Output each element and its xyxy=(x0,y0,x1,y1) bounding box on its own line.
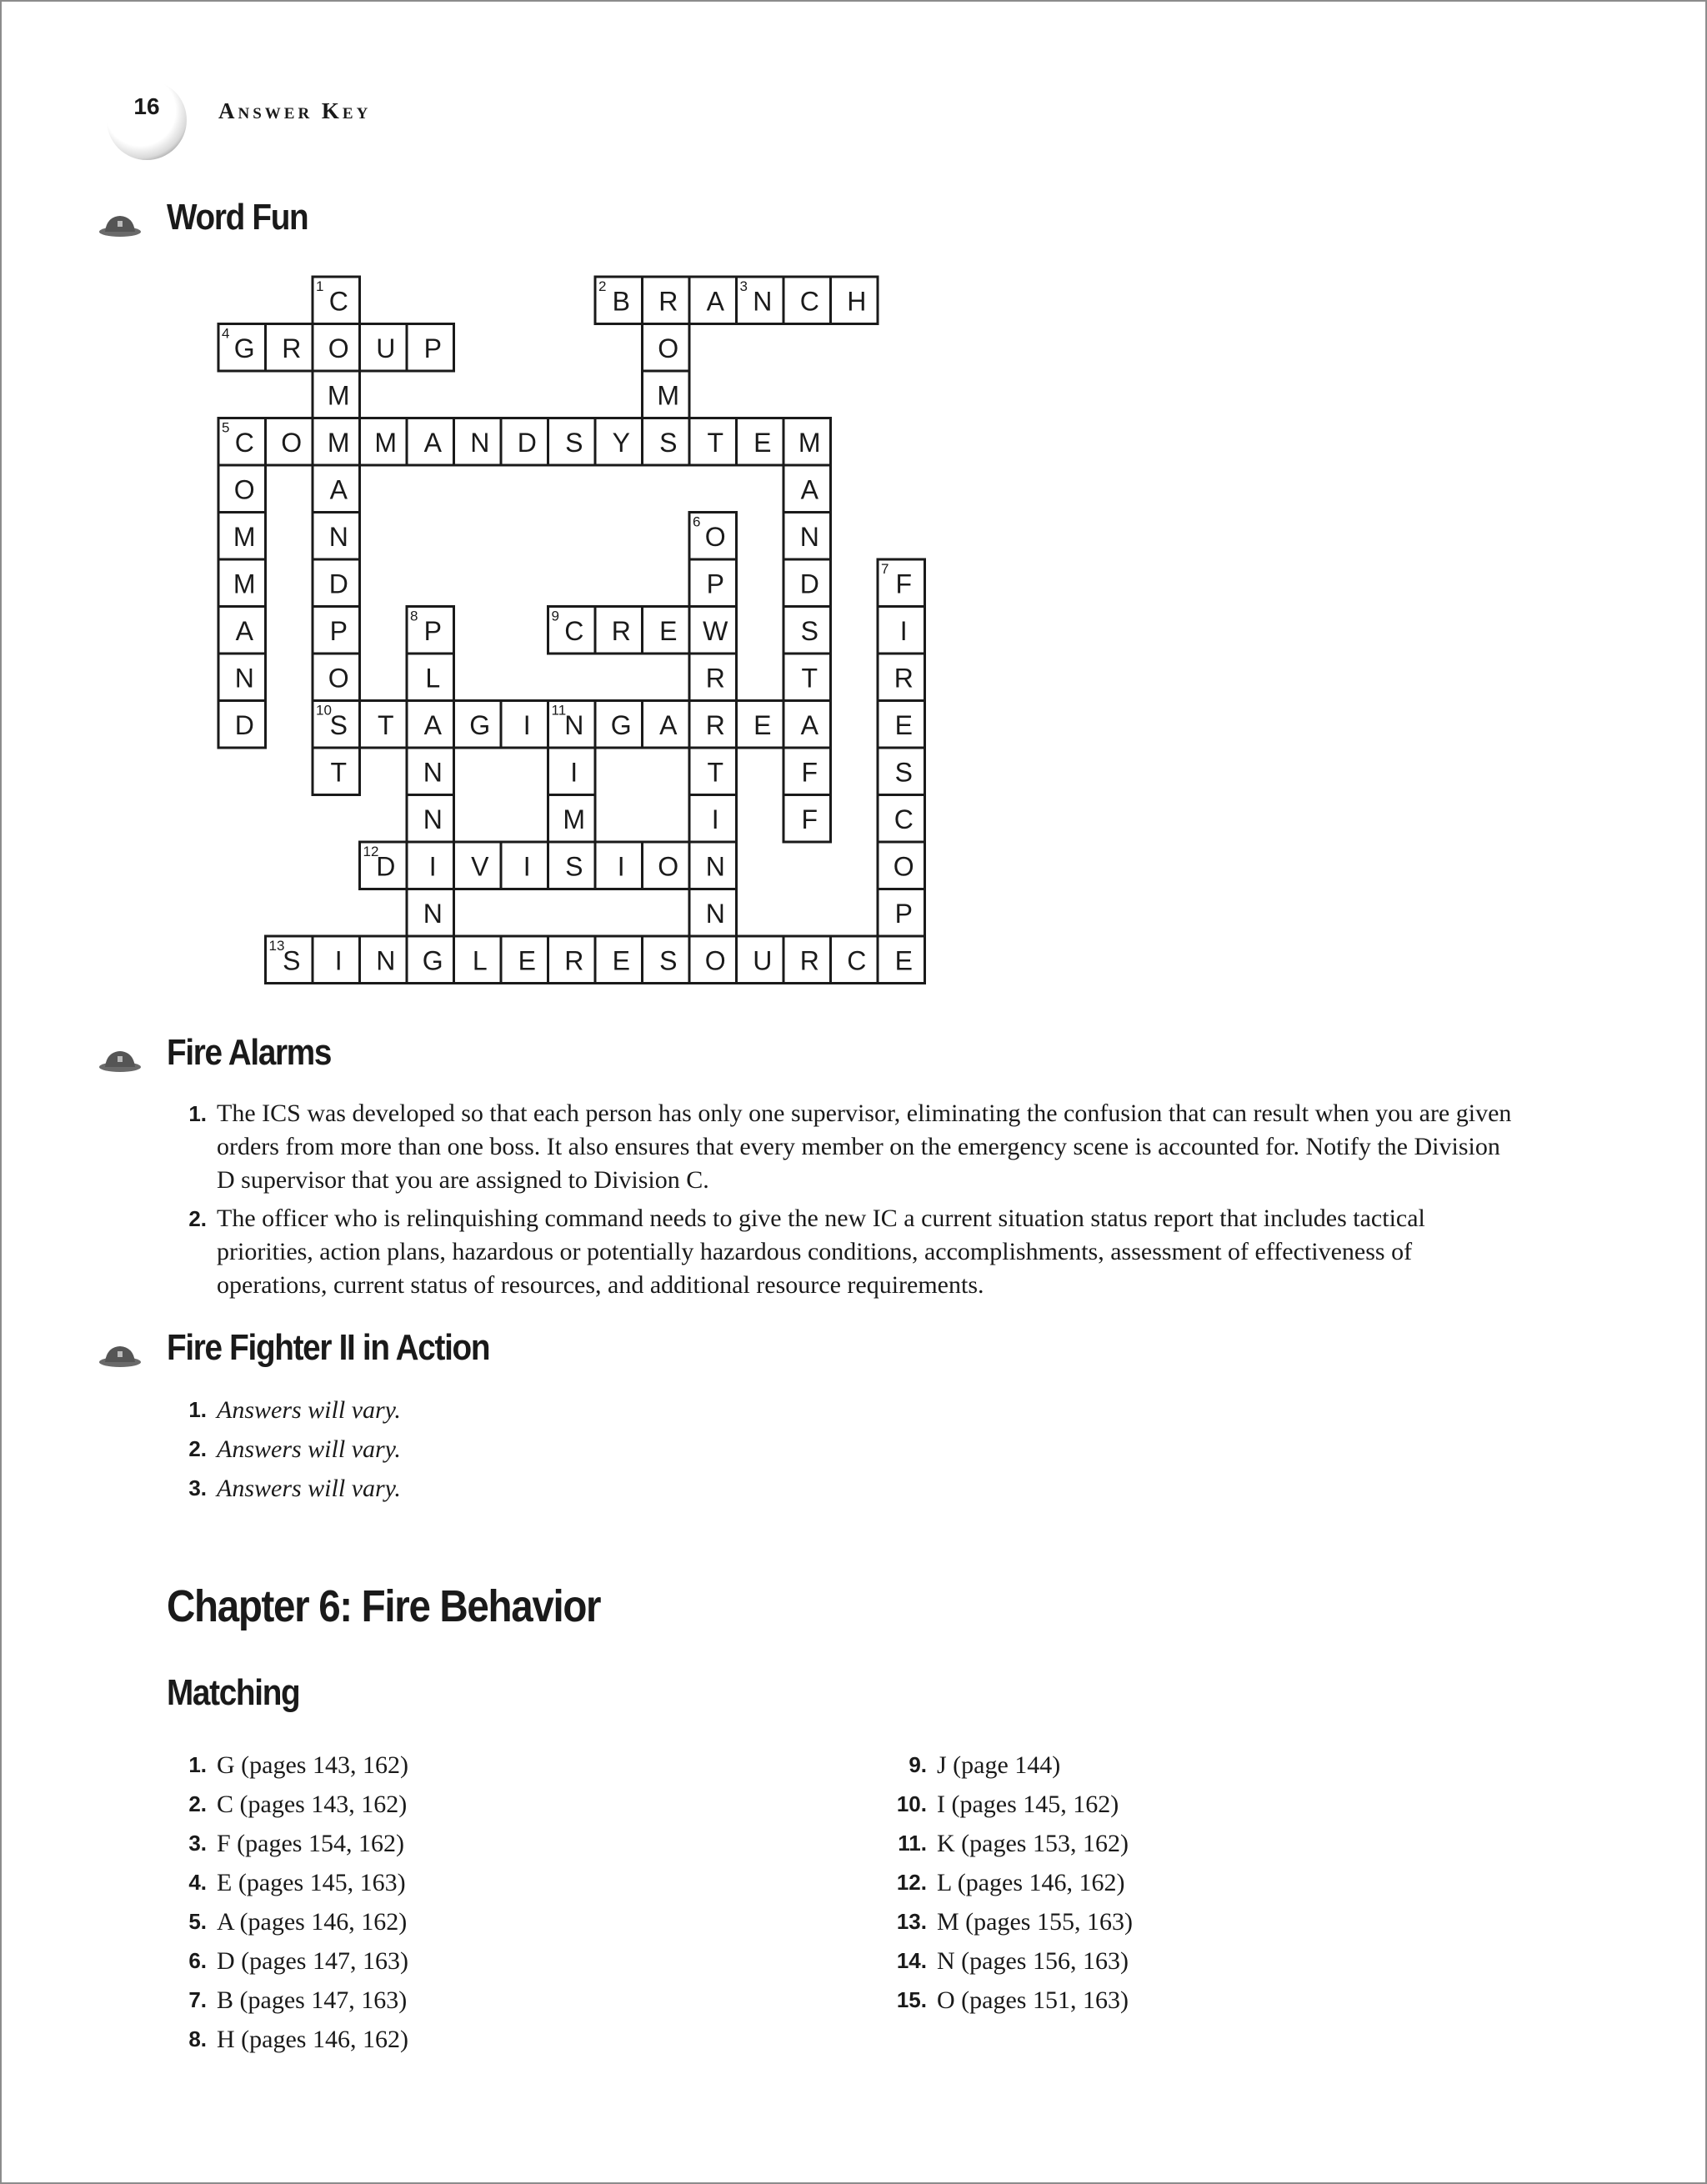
crossword-cell xyxy=(689,842,737,889)
matching-list-right xyxy=(896,1746,1520,2020)
crossword-letter: L xyxy=(425,663,441,694)
crossword-letter: O xyxy=(328,333,349,363)
crossword-letter: M xyxy=(233,521,256,552)
crossword-cell xyxy=(783,607,831,654)
crossword-cell xyxy=(313,654,360,701)
crossword-cell xyxy=(313,418,360,466)
crossword-cell xyxy=(266,936,313,984)
crossword-letter: P xyxy=(423,615,442,646)
crossword-cell xyxy=(407,748,454,795)
crossword-cell xyxy=(313,324,360,372)
crossword-letter: A xyxy=(800,474,818,505)
list-item xyxy=(188,1746,800,1785)
crossword-cell xyxy=(689,701,737,749)
crossword-letter: T xyxy=(377,709,394,740)
crossword-letter: N xyxy=(376,945,396,976)
crossword-cell xyxy=(595,842,643,889)
crossword-letter: A xyxy=(800,709,818,740)
crossword-letter: N xyxy=(705,898,725,929)
crossword-letter: N xyxy=(564,709,584,740)
crossword-clue-number: 12 xyxy=(363,844,379,859)
crossword-cell xyxy=(783,936,831,984)
crossword-cell xyxy=(689,607,737,654)
crossword-letter: N xyxy=(234,663,254,694)
crossword-letter: N xyxy=(799,521,819,552)
crossword-cell xyxy=(643,936,690,984)
item-number: 9. xyxy=(909,1752,927,1777)
crossword-cell xyxy=(313,936,360,984)
crossword-letter: A xyxy=(235,615,253,646)
crossword-cell xyxy=(831,277,879,324)
crossword-cell xyxy=(595,701,643,749)
crossword-letter: S xyxy=(329,709,348,740)
item-number: 1. xyxy=(188,1101,207,1126)
crossword-cell xyxy=(643,418,690,466)
crossword-letter: I xyxy=(711,804,719,834)
crossword-letter: A xyxy=(659,709,678,740)
crossword-cell xyxy=(501,936,548,984)
crossword-letter: W xyxy=(703,615,728,646)
crossword-letter: T xyxy=(707,757,724,788)
crossword-cell xyxy=(595,277,643,324)
crossword-letter: N xyxy=(423,898,443,929)
item-text: K (pages 153, 162) xyxy=(937,1830,1129,1857)
crossword-letter: D xyxy=(799,569,819,599)
crossword-letter: R xyxy=(282,333,302,363)
crossword-letter: P xyxy=(423,333,442,363)
crossword-cell xyxy=(360,936,408,984)
crossword-letter: A xyxy=(423,427,442,458)
item-text: O (pages 151, 163) xyxy=(937,1986,1129,2014)
crossword-letter: O xyxy=(704,521,726,552)
crossword-cell xyxy=(407,701,454,749)
crossword-cell xyxy=(878,748,925,795)
item-number: 2. xyxy=(188,1206,207,1231)
list-item xyxy=(896,1785,1520,1824)
crossword-letter: D xyxy=(517,427,537,458)
crossword-cell xyxy=(360,418,408,466)
crossword-letter: I xyxy=(428,851,437,882)
list-item xyxy=(188,1785,800,1824)
item-number: 11. xyxy=(898,1831,927,1856)
running-head: Answer Key xyxy=(218,98,372,123)
crossword-letter: O xyxy=(893,851,914,882)
list-item xyxy=(188,1981,800,2020)
item-text: The ICS was developed so that each person has only one supervisor, eliminating the confusion that can result when you are given orders from more than one boss. It also ensures that every member on the emergency scene is accounted for. Notify the Division D supervisor that you are assigned to Division C. xyxy=(217,1100,1512,1194)
crossword-letter: T xyxy=(330,757,348,788)
crossword-letter: M xyxy=(233,569,256,599)
crossword-letter: S xyxy=(894,757,913,788)
crossword-letter: O xyxy=(281,427,303,458)
list-item xyxy=(188,1097,1517,1197)
crossword-letter: T xyxy=(707,427,724,458)
crossword-letter: N xyxy=(423,804,443,834)
item-text: J (page 144) xyxy=(937,1751,1061,1779)
crossword-letter: V xyxy=(471,851,489,882)
crossword-cell xyxy=(266,324,313,372)
crossword-letter: F xyxy=(895,569,913,599)
crossword-cell xyxy=(783,559,831,607)
item-number: 7. xyxy=(188,1987,207,2012)
crossword-cell xyxy=(643,371,690,418)
page-number: 16 xyxy=(133,93,160,119)
crossword-letter: O xyxy=(704,945,726,976)
list-item xyxy=(188,2020,800,2059)
item-number: 4. xyxy=(188,1870,207,1895)
item-text: Answers will vary. xyxy=(217,1435,401,1463)
crossword-letter: G xyxy=(233,333,255,363)
crossword-letter: P xyxy=(706,569,724,599)
crossword-letter: O xyxy=(658,851,679,882)
crossword-letter: I xyxy=(523,851,531,882)
crossword-letter: E xyxy=(894,945,913,976)
item-number: 8. xyxy=(188,2026,207,2051)
crossword-cell xyxy=(501,842,548,889)
crossword-cell xyxy=(689,513,737,560)
crossword-letter: E xyxy=(753,427,772,458)
item-number: 1. xyxy=(188,1397,207,1422)
crossword-letter: A xyxy=(706,286,724,317)
crossword-cell xyxy=(454,701,502,749)
crossword-cell xyxy=(454,842,502,889)
crossword-letter: R xyxy=(705,709,725,740)
item-text: Answers will vary. xyxy=(217,1475,401,1502)
crossword-cell xyxy=(407,607,454,654)
list-item xyxy=(909,1746,1520,1785)
crossword-cell xyxy=(548,701,596,749)
crossword-clue-number: 6 xyxy=(693,513,701,530)
crossword-cell xyxy=(737,701,784,749)
crossword-cell xyxy=(454,418,502,466)
item-number: 2. xyxy=(188,1791,207,1816)
crossword-cell xyxy=(595,936,643,984)
crossword-cell xyxy=(313,465,360,513)
crossword-letter: S xyxy=(565,427,583,458)
crossword-letter: F xyxy=(801,757,818,788)
crossword-letter: M xyxy=(798,427,821,458)
crossword-clue-number: 8 xyxy=(410,608,418,624)
chapter-title: Chapter 6: Fire Behavior xyxy=(167,1581,601,1631)
list-item xyxy=(188,1902,800,1941)
crossword-letter: B xyxy=(612,286,630,317)
crossword-letter: G xyxy=(610,709,632,740)
crossword-letter: S xyxy=(565,851,583,882)
crossword-cell xyxy=(407,842,454,889)
crossword-cell xyxy=(218,418,266,466)
item-number: 5. xyxy=(188,1909,207,1934)
crossword-letter: R xyxy=(564,945,584,976)
crossword-cell xyxy=(407,889,454,937)
item-number: 6. xyxy=(188,1948,207,1973)
crossword-cell xyxy=(689,889,737,937)
crossword-letter: N xyxy=(705,851,725,882)
crossword-cell xyxy=(737,936,784,984)
list-item xyxy=(188,1430,1050,1469)
crossword-cell xyxy=(501,418,548,466)
crossword-letter: I xyxy=(523,709,531,740)
item-text: G (pages 143, 162) xyxy=(217,1751,408,1779)
crossword-letter: G xyxy=(422,945,443,976)
crossword-letter: S xyxy=(283,945,301,976)
crossword-cell xyxy=(548,936,596,984)
crossword-cell xyxy=(266,418,313,466)
crossword-cell xyxy=(689,936,737,984)
crossword-cell xyxy=(313,277,360,324)
crossword-letter: Y xyxy=(612,427,630,458)
crossword-letter: D xyxy=(328,569,348,599)
crossword-cell xyxy=(643,607,690,654)
crossword-letter: N xyxy=(328,521,348,552)
crossword-cell xyxy=(407,324,454,372)
crossword-cell xyxy=(548,418,596,466)
crossword-cell xyxy=(878,607,925,654)
crossword-clue-number: 13 xyxy=(268,938,285,954)
crossword-cell xyxy=(313,701,360,749)
crossword-clue-number: 9 xyxy=(551,608,559,624)
crossword-clue-number: 7 xyxy=(881,561,889,577)
crossword-cell xyxy=(689,559,737,607)
crossword-letter: C xyxy=(564,615,584,646)
crossword-cell xyxy=(313,559,360,607)
crossword-cell xyxy=(643,324,690,372)
crossword-cell xyxy=(831,936,879,984)
crossword-cell xyxy=(689,795,737,843)
crossword-cell xyxy=(689,748,737,795)
section-title-fire-alarms: Fire Alarms xyxy=(167,1032,332,1073)
crossword-letter: D xyxy=(234,709,254,740)
crossword-letter: C xyxy=(799,286,819,317)
item-text: A (pages 146, 162) xyxy=(217,1908,408,1936)
crossword-letter: O xyxy=(328,663,349,694)
crossword-letter: E xyxy=(753,709,772,740)
item-text: D (pages 147, 163) xyxy=(217,1947,408,1975)
crossword-letter: U xyxy=(376,333,396,363)
crossword-letter: M xyxy=(327,427,350,458)
crossword-cell xyxy=(360,701,408,749)
list-item xyxy=(896,1941,1520,1981)
crossword-cell xyxy=(548,795,596,843)
crossword-cell xyxy=(783,465,831,513)
crossword-letter: I xyxy=(334,945,343,976)
crossword-letter: F xyxy=(801,804,818,834)
crossword-cell xyxy=(218,559,266,607)
crossword-cell xyxy=(407,654,454,701)
crossword-cell xyxy=(689,418,737,466)
item-number: 3. xyxy=(188,1475,207,1500)
crossword-cell xyxy=(407,936,454,984)
crossword-cell xyxy=(313,513,360,560)
crossword-cell xyxy=(878,795,925,843)
crossword-cell xyxy=(548,842,596,889)
crossword-clue-number: 10 xyxy=(316,702,332,719)
crossword-cell xyxy=(218,324,266,372)
crossword-clue-number: 4 xyxy=(222,325,230,342)
fire-alarms-list xyxy=(188,1097,1517,1307)
crossword-cell xyxy=(783,277,831,324)
helmet-icon xyxy=(98,1344,142,1369)
crossword-cell xyxy=(218,701,266,749)
crossword-letter: C xyxy=(894,804,914,834)
fire-fighter-list xyxy=(188,1390,1050,1508)
crossword-cell xyxy=(689,654,737,701)
crossword-letter: R xyxy=(894,663,914,694)
crossword-cell xyxy=(783,418,831,466)
crossword-cell xyxy=(454,936,502,984)
list-item xyxy=(188,1863,800,1902)
item-text: E (pages 145, 163) xyxy=(217,1869,406,1896)
crossword-letter: D xyxy=(376,851,396,882)
crossword-letter: P xyxy=(894,898,913,929)
crossword-letter: M xyxy=(563,804,586,834)
crossword-letter: O xyxy=(658,333,679,363)
crossword-letter: S xyxy=(659,945,678,976)
crossword-clue-number: 1 xyxy=(316,278,324,294)
crossword-cell xyxy=(313,371,360,418)
crossword-cell xyxy=(218,654,266,701)
list-item xyxy=(896,1902,1520,1941)
crossword-letter: M xyxy=(657,380,680,411)
crossword-letter: N xyxy=(470,427,490,458)
list-item xyxy=(896,1981,1520,2020)
helmet-icon xyxy=(98,1049,142,1074)
crossword-letter: H xyxy=(847,286,867,317)
crossword-cell xyxy=(595,418,643,466)
crossword-letter: C xyxy=(328,286,348,317)
crossword-letter: E xyxy=(612,945,630,976)
crossword-cell xyxy=(783,701,831,749)
crossword-letter: N xyxy=(753,286,773,317)
crossword-clue-number: 5 xyxy=(222,419,230,436)
crossword-letter: I xyxy=(899,615,908,646)
crossword-letter: R xyxy=(799,945,819,976)
crossword-letter: N xyxy=(423,757,443,788)
crossword-letter: L xyxy=(472,945,488,976)
item-text: I (pages 145, 162) xyxy=(937,1791,1119,1818)
item-number: 1. xyxy=(188,1752,207,1777)
crossword-cell xyxy=(878,889,925,937)
list-item xyxy=(188,1941,800,1981)
crossword-letter: I xyxy=(617,851,625,882)
crossword-cell xyxy=(218,465,266,513)
item-text: L (pages 146, 162) xyxy=(937,1869,1125,1896)
crossword-letter: P xyxy=(329,615,348,646)
crossword-letter: R xyxy=(658,286,678,317)
crossword-grid xyxy=(0,0,1707,1034)
crossword-letter: C xyxy=(234,427,254,458)
section-title-matching: Matching xyxy=(167,1672,300,1713)
list-item xyxy=(896,1863,1520,1902)
crossword-cell xyxy=(407,418,454,466)
crossword-clue-number: 11 xyxy=(551,702,567,719)
crossword-cell xyxy=(313,748,360,795)
crossword-letter: S xyxy=(659,427,678,458)
crossword-cell xyxy=(360,324,408,372)
item-text: M (pages 155, 163) xyxy=(937,1908,1133,1936)
item-number: 10. xyxy=(896,1791,927,1816)
crossword-cell xyxy=(548,748,596,795)
crossword-cell xyxy=(878,936,925,984)
section-title-word-fun: Word Fun xyxy=(167,197,308,238)
crossword-cell xyxy=(218,513,266,560)
crossword-letter: S xyxy=(800,615,818,646)
crossword-cell xyxy=(548,607,596,654)
crossword-letter: E xyxy=(659,615,678,646)
list-item xyxy=(188,1824,800,1863)
item-text: C (pages 143, 162) xyxy=(217,1791,408,1818)
crossword-cell xyxy=(643,277,690,324)
crossword-cell xyxy=(878,842,925,889)
crossword-letter: I xyxy=(570,757,578,788)
crossword-cell xyxy=(407,795,454,843)
crossword-letter: G xyxy=(469,709,491,740)
list-item xyxy=(188,1390,1050,1430)
crossword-letter: U xyxy=(753,945,773,976)
crossword-cell xyxy=(878,559,925,607)
crossword-cell xyxy=(643,701,690,749)
item-text: The officer who is relinquishing command needs to give the new IC a current situation status report that includes tactical priorities, action plans, hazardous or potentially hazardous conditions, accomplishments, assessment of effectiveness of operations, current status of resources, and additional resource requirements. xyxy=(217,1205,1425,1299)
crossword-cell xyxy=(595,607,643,654)
crossword-cell xyxy=(783,748,831,795)
crossword-letter: R xyxy=(611,615,631,646)
crossword-letter: R xyxy=(705,663,725,694)
crossword-cell xyxy=(218,607,266,654)
crossword-letter: A xyxy=(423,709,442,740)
list-item xyxy=(898,1824,1520,1863)
crossword-letter: O xyxy=(233,474,255,505)
item-number: 3. xyxy=(188,1831,207,1856)
crossword-cell xyxy=(783,654,831,701)
crossword-clue-number: 3 xyxy=(739,278,748,294)
item-text: N (pages 156, 163) xyxy=(937,1947,1129,1975)
item-number: 14. xyxy=(896,1948,927,1973)
crossword-cell xyxy=(643,842,690,889)
section-title-fire-fighter-ii: Fire Fighter II in Action xyxy=(167,1327,490,1368)
crossword-letter: M xyxy=(327,380,350,411)
crossword-cell xyxy=(783,513,831,560)
crossword-cell xyxy=(737,418,784,466)
crossword-cell xyxy=(313,607,360,654)
matching-list-left xyxy=(188,1746,800,2059)
crossword-cell xyxy=(878,701,925,749)
crossword-cell xyxy=(783,795,831,843)
item-number: 12. xyxy=(896,1870,927,1895)
crossword-letter: A xyxy=(329,474,348,505)
item-text: H (pages 146, 162) xyxy=(217,2026,408,2053)
item-number: 15. xyxy=(896,1987,927,2012)
crossword-cell xyxy=(689,277,737,324)
crossword-letter: E xyxy=(518,945,536,976)
list-item xyxy=(188,1469,1050,1508)
crossword-letter: T xyxy=(801,663,818,694)
crossword-cell xyxy=(878,654,925,701)
crossword-cell xyxy=(737,277,784,324)
crossword-cell xyxy=(501,701,548,749)
list-item xyxy=(188,1202,1517,1302)
item-number: 2. xyxy=(188,1436,207,1461)
crossword-letter: C xyxy=(847,945,867,976)
item-text: Answers will vary. xyxy=(217,1396,401,1424)
crossword-clue-number: 2 xyxy=(598,278,607,294)
item-number: 13. xyxy=(896,1909,927,1934)
item-text: F (pages 154, 162) xyxy=(217,1830,404,1857)
crossword-letter: E xyxy=(894,709,913,740)
crossword-cell xyxy=(360,842,408,889)
item-text: B (pages 147, 163) xyxy=(217,1986,408,2014)
crossword-letter: M xyxy=(374,427,398,458)
